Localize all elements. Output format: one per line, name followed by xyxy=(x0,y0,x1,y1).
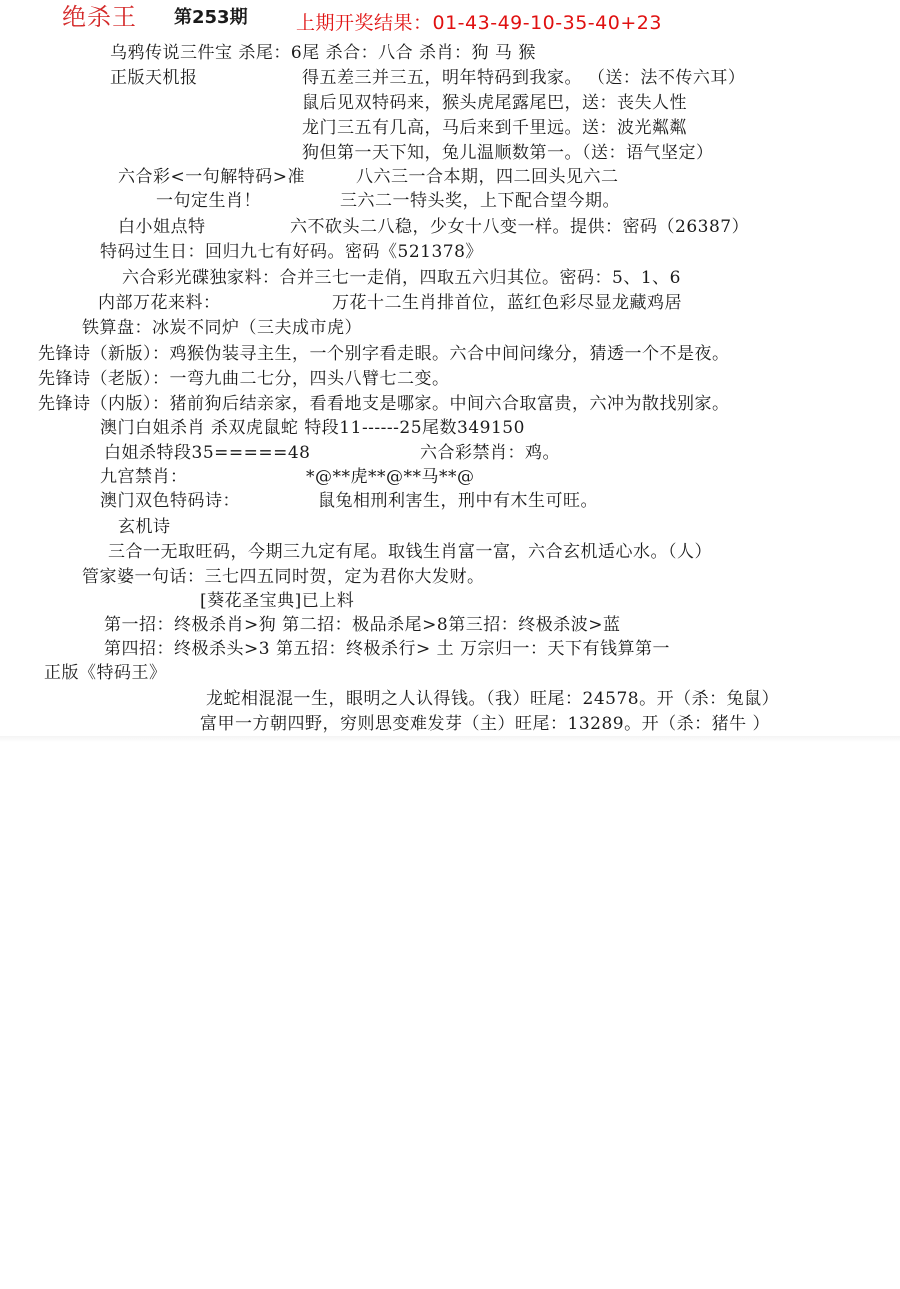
line-kuihua-heading: [葵花圣宝典]已上料 xyxy=(200,591,355,611)
line-cd-exclusive: 六合彩光碟独家料：合并三七一走俏，四取五六归其位。密码：5、1、6 xyxy=(122,268,681,288)
line-temawang-verse-1: 龙蛇相混混一生，眼明之人认得钱。（我）旺尾：24578。开（杀：兔鼠） xyxy=(206,689,780,709)
line-macau-baijie: 澳门白姐杀肖 杀双虎鼠蛇 特段11------25尾数349150 xyxy=(100,418,525,438)
line-banned-zodiac: 六合彩禁肖：鸡。 xyxy=(420,443,560,463)
line-temawang-verse-2: 富甲一方朝四野，穷则思变难发芽（主）旺尾：13289。开（杀：猪牛 ） xyxy=(200,714,770,734)
line-tianji-label: 正版天机报 xyxy=(110,68,198,88)
line-one-sentence-label: 六合彩<一句解特码>准 xyxy=(118,167,305,187)
line-moves-1-3: 第一招：终极杀肖>狗 第二招：极品杀尾>8第三招：终极杀波>蓝 xyxy=(104,615,621,635)
line-baixiaojie-verse: 六不砍头二八稳，少女十八变一样。提供：密码（26387） xyxy=(290,217,750,237)
page-bottom-edge xyxy=(0,736,900,742)
line-vanguard-new: 先锋诗（新版）：鸡猴伪装寻主生，一个别字看走眼。六合中间问缘分，猜透一个不是夜。 xyxy=(38,344,730,364)
line-jiugong-value: *@**虎**@**马**@ xyxy=(306,467,475,487)
line-tianji-verse-1: 得五差三并三五，明年特码到我家。 （送：法不传六耳） xyxy=(302,68,746,88)
line-birthday-code: 特码过生日：回归九七有好码。密码《521378》 xyxy=(100,242,483,262)
line-one-sentence-verse-1: 八六三一合本期，四二回头见六二 xyxy=(356,167,619,187)
line-wanhua-label: 内部万花来料： xyxy=(98,293,221,313)
line-macau-poem: 鼠兔相刑利害生，刑中有木生可旺。 xyxy=(318,491,598,511)
line-moves-4-5: 第四招：终极杀头>3 第五招：终极杀行> 土 万宗归一：天下有钱算第一 xyxy=(104,639,671,659)
line-tianji-verse-3: 龙门三五有几高，马后来到千里远。送：波光粼粼 xyxy=(302,118,687,138)
line-baixiaojie-label: 白小姐点特 xyxy=(118,217,206,237)
line-one-sentence-verse-2: 三六二一特头奖，上下配合望今期。 xyxy=(340,191,620,211)
line-baijie-segment: 白姐杀特段35=====48 xyxy=(104,443,311,463)
line-mystic-poem: 三合一无取旺码，今期三九定有尾。取钱生肖富一富，六合玄机适心水。（人） xyxy=(108,542,712,562)
line-mystic-poem-heading: 玄机诗 xyxy=(118,517,171,537)
last-draw-result: 上期开奖结果：01-43-49-10-35-40+23 xyxy=(296,12,662,34)
brand-title: 绝杀王 xyxy=(62,3,137,31)
line-temawang-heading: 正版《特码王》 xyxy=(44,663,167,683)
line-jiugong-label: 九宫禁肖： xyxy=(100,467,188,487)
line-tianji-verse-2: 鼠后见双特码来，猴头虎尾露尾巴，送：丧失人性 xyxy=(302,93,687,113)
line-vanguard-inner: 先锋诗（内版）：猪前狗后结亲家，看看地支是哪家。中间六合取富贵，六冲为散找别家。 xyxy=(38,394,730,414)
line-macau-poem-label: 澳门双色特码诗： xyxy=(100,491,240,511)
line-housekeeper: 管家婆一句话：三七四五同时贺，定为君你大发财。 xyxy=(82,567,485,587)
line-tianji-verse-4: 狗但第一天下知，兔儿温顺数第一。（送：语气坚定） xyxy=(302,143,714,163)
line-abacus: 铁算盘：冰炭不同炉（三夫成市虎） xyxy=(82,318,362,338)
line-wanhua-verse: 万花十二生肖排首位，蓝红色彩尽显龙藏鸡居 xyxy=(332,293,682,313)
line-vanguard-old: 先锋诗（老版）：一弯九曲二七分，四头八臂七二变。 xyxy=(38,369,450,389)
line-zodiac-label: 一句定生肖！ xyxy=(156,191,261,211)
line-crow-legend: 乌鸦传说三件宝 杀尾：6尾 杀合：八合 杀肖：狗 马 猴 xyxy=(110,43,536,63)
issue-number: 第253期 xyxy=(174,7,248,28)
